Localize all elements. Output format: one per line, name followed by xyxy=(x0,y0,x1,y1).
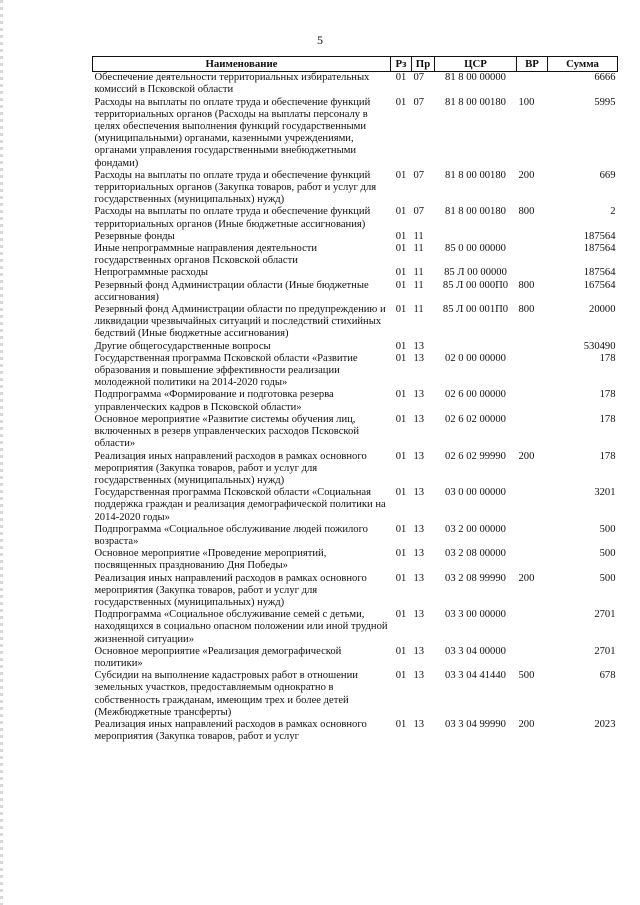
cell-csr xyxy=(435,231,517,243)
cell-vr: 800 xyxy=(518,304,535,316)
cell-csr: 03 2 08 99990 xyxy=(445,572,506,584)
cell-rz: 01 xyxy=(395,389,407,401)
cell-vr: 200 xyxy=(518,169,535,181)
cell-rz: 01 xyxy=(395,572,407,584)
cell-rz: 01 xyxy=(395,413,407,425)
cell-pr: 13 xyxy=(413,609,425,621)
cell-pr: 13 xyxy=(413,548,425,560)
cell-pr: 13 xyxy=(413,523,425,535)
cell-sum: 5995 xyxy=(594,96,616,108)
header-sum: Сумма xyxy=(548,57,618,72)
cell-sum: 500 xyxy=(599,523,616,535)
cell-rz: 01 xyxy=(395,718,407,730)
cell-vr xyxy=(517,524,548,548)
cell-csr: 03 3 00 00000 xyxy=(445,609,506,621)
cell-csr: 81 8 00 00180 xyxy=(445,96,506,108)
cell-rz: 01 xyxy=(395,548,407,560)
cell-csr: 85 Л 00 000П0 xyxy=(442,279,509,291)
cell-pr: 13 xyxy=(413,352,425,364)
cell-rz: 01 xyxy=(395,609,407,621)
cell-sum: 167564 xyxy=(583,279,616,291)
cell-sum: 178 xyxy=(599,389,616,401)
cell-sum: 178 xyxy=(599,450,616,462)
cell-name: Иные непрограммные направления деятельности государственных органов Псковской области xyxy=(94,243,318,267)
cell-vr xyxy=(517,548,548,572)
cell-pr: 07 xyxy=(413,72,425,84)
cell-sum: 2701 xyxy=(594,645,616,657)
cell-pr: 11 xyxy=(413,243,424,255)
table-row xyxy=(93,719,618,743)
cell-vr: 800 xyxy=(518,206,535,218)
cell-csr: 03 2 00 00000 xyxy=(445,523,506,535)
cell-vr xyxy=(517,231,548,243)
table-row xyxy=(93,414,618,451)
table-row xyxy=(93,72,618,97)
cell-rz: 01 xyxy=(395,72,407,84)
table-row xyxy=(93,341,618,353)
cell-pr: 13 xyxy=(413,670,425,682)
cell-vr xyxy=(517,389,548,413)
cell-sum: 530490 xyxy=(583,340,616,352)
cell-name: Реализация иных направлений расходов в рамках основного мероприятия (Закупка товаров, работ и услуг для государственных (муниципальных) нужд) xyxy=(94,450,367,486)
table-row xyxy=(93,389,618,413)
cell-rz: 01 xyxy=(395,523,407,535)
cell-pr: 13 xyxy=(413,572,425,584)
cell-vr: 800 xyxy=(518,279,535,291)
cell-sum: 3201 xyxy=(594,487,616,499)
cell-sum: 187564 xyxy=(583,230,616,242)
cell-name: Непрограммные расходы xyxy=(94,267,208,279)
cell-vr xyxy=(517,243,548,267)
cell-name: Государственная программа Псковской области «Развитие образования и повышение эффективности реализации молодежной политики на 2014-2020 годы» xyxy=(94,352,358,389)
cell-name: Реализация иных направлений расходов в рамках основного мероприятия (Закупка товаров, работ и услуг xyxy=(94,718,367,743)
cell-csr: 85 Л 00 00000 xyxy=(444,267,507,279)
cell-pr: 13 xyxy=(413,413,425,425)
table-row xyxy=(93,609,618,646)
cell-rz: 01 xyxy=(395,645,407,657)
cell-vr xyxy=(517,341,548,353)
table-row xyxy=(93,304,618,341)
budget-table xyxy=(92,56,618,743)
cell-csr: 81 8 00 00000 xyxy=(445,72,506,84)
cell-csr: 02 6 02 00000 xyxy=(445,413,506,425)
cell-vr: 100 xyxy=(518,96,535,108)
header-csr: ЦСР xyxy=(435,57,517,72)
table-row xyxy=(93,646,618,670)
cell-csr: 81 8 00 00180 xyxy=(445,206,506,218)
cell-vr xyxy=(517,267,548,279)
cell-vr xyxy=(517,414,548,451)
table-row xyxy=(93,353,618,390)
cell-rz: 01 xyxy=(395,279,407,291)
cell-rz: 01 xyxy=(395,243,407,255)
cell-vr: 200 xyxy=(518,718,535,730)
table-row xyxy=(93,548,618,572)
cell-csr: 03 2 08 00000 xyxy=(445,548,506,560)
cell-csr: 02 6 02 99990 xyxy=(445,450,506,462)
cell-pr: 13 xyxy=(413,340,425,352)
cell-csr: 03 3 04 00000 xyxy=(445,645,506,657)
table-row xyxy=(93,451,618,488)
table-row xyxy=(93,97,618,170)
cell-name: Расходы на выплаты по оплате труда и обеспечение функций территориальных органов (Иные бюджетные ассигнования) xyxy=(94,206,371,230)
table-row xyxy=(93,231,618,243)
cell-rz: 01 xyxy=(395,450,407,462)
cell-vr xyxy=(517,487,548,524)
cell-name: Субсидии на выполнение кадастровых работ в отношении земельных участков, предоставляемым однократно в собственность гражданам, имеющим трех и более детей (Межбюджетные трансферты) xyxy=(94,670,358,718)
cell-name: Расходы на выплаты по оплате труда и обеспечение функций территориальных органов (Закупка товаров, работ и услуг для государственных (муниципальных) нужд) xyxy=(94,169,377,206)
cell-vr xyxy=(517,646,548,670)
cell-rz: 01 xyxy=(395,96,407,108)
header-pr: Пр xyxy=(412,57,435,72)
cell-name: Резервный фонд Администрации области по предупреждению и ликвидации чрезвычайных ситуаций и последствий стихийных бедствий (Иные бюджетные ассигнования) xyxy=(94,304,386,340)
cell-vr xyxy=(517,353,548,390)
table-row xyxy=(93,206,618,230)
cell-csr: 85 Л 00 001П0 xyxy=(442,304,509,316)
page-number: 5 xyxy=(317,33,323,47)
cell-rz: 01 xyxy=(395,670,407,682)
cell-csr: 85 0 00 00000 xyxy=(445,243,506,255)
cell-name: Резервные фонды xyxy=(94,230,175,242)
table-header-row xyxy=(93,57,618,72)
cell-csr: 02 0 00 00000 xyxy=(445,352,506,364)
cell-name: Подпрограмма «Формирование и подготовка резерва управленческих кадров в Псковской области» xyxy=(94,389,334,413)
cell-sum: 500 xyxy=(599,548,616,560)
cell-rz: 01 xyxy=(395,206,407,218)
cell-vr: 500 xyxy=(518,670,535,682)
cell-name: Расходы на выплаты по оплате труда и обеспечение функций территориальных органов (Расходы на выплаты персоналу в целях обеспечения выполнения функций государственными (муниципальными) органами, казенными учреждениями, органами управления государственными внебюджетными фондами) xyxy=(94,96,371,169)
cell-pr: 11 xyxy=(413,279,424,291)
cell-sum: 500 xyxy=(599,572,616,584)
table-row xyxy=(93,170,618,207)
cell-csr: 03 0 00 00000 xyxy=(445,487,506,499)
cell-sum: 2701 xyxy=(594,609,616,621)
cell-sum: 187564 xyxy=(583,243,616,255)
header-vr: ВР xyxy=(517,57,548,72)
cell-pr: 13 xyxy=(413,389,425,401)
cell-sum: 187564 xyxy=(583,267,616,279)
cell-sum: 20000 xyxy=(589,304,616,316)
cell-sum: 178 xyxy=(599,413,616,425)
cell-vr xyxy=(517,609,548,646)
cell-pr: 07 xyxy=(413,206,425,218)
cell-csr: 81 8 00 00180 xyxy=(445,169,506,181)
table-row xyxy=(93,670,618,719)
cell-pr: 13 xyxy=(413,718,425,730)
cell-pr: 13 xyxy=(413,487,425,499)
cell-rz: 01 xyxy=(395,169,407,181)
cell-name: Другие общегосударственные вопросы xyxy=(94,340,271,352)
cell-name: Подпрограмма «Социальное обслуживание людей пожилого возраста» xyxy=(94,523,368,547)
header-name: Наименование xyxy=(93,57,391,72)
cell-pr: 11 xyxy=(413,267,424,279)
table-row xyxy=(93,487,618,524)
cell-pr: 11 xyxy=(413,230,424,242)
cell-rz: 01 xyxy=(395,230,407,242)
table-row xyxy=(93,524,618,548)
cell-pr: 07 xyxy=(413,169,425,181)
cell-sum: 678 xyxy=(599,670,616,682)
cell-name: Государственная программа Псковской области «Социальная поддержка граждан и реализация демографической политики на 2014-2020 годы» xyxy=(94,487,386,523)
cell-rz: 01 xyxy=(395,304,407,316)
cell-name: Обеспечение деятельности территориальных избирательных комиссий в Псковской области xyxy=(94,72,370,96)
cell-name: Основное мероприятие «Развитие системы обучения лиц, включенных в резерв управленческих расходов Псковской области» xyxy=(94,413,359,450)
table-row xyxy=(93,267,618,279)
table-row xyxy=(93,573,618,610)
header-rz: Рз xyxy=(391,57,412,72)
cell-pr: 13 xyxy=(413,450,425,462)
cell-csr: 02 6 00 00000 xyxy=(445,389,506,401)
cell-name: Резервный фонд Администрации области (Иные бюджетные ассигнования) xyxy=(94,279,369,303)
cell-rz: 01 xyxy=(395,352,407,364)
scan-edge-artifact xyxy=(0,0,3,905)
cell-rz: 01 xyxy=(395,267,407,279)
cell-pr: 11 xyxy=(413,304,424,316)
cell-pr: 13 xyxy=(413,645,425,657)
cell-rz: 01 xyxy=(395,487,407,499)
cell-pr: 07 xyxy=(413,96,425,108)
table-row xyxy=(93,243,618,267)
cell-sum: 2023 xyxy=(594,718,616,730)
cell-name: Реализация иных направлений расходов в рамках основного мероприятия (Закупка товаров, работ и услуг для государственных (муниципальных) нужд) xyxy=(94,572,367,608)
cell-name: Основное мероприятие «Проведение мероприятий, посвященных празднованию Дня Победы» xyxy=(94,548,327,572)
cell-sum: 669 xyxy=(599,169,616,181)
cell-name: Основное мероприятие «Реализация демографической политики» xyxy=(94,645,342,669)
cell-name: Подпрограмма «Социальное обслуживание семей с детьми, находящихся в социально опасном положении или иной трудной жизненной ситуации» xyxy=(94,609,388,645)
cell-csr: 03 3 04 99990 xyxy=(445,718,506,730)
cell-sum: 2 xyxy=(610,206,616,218)
cell-csr xyxy=(435,341,517,353)
cell-rz: 01 xyxy=(395,340,407,352)
cell-vr xyxy=(517,72,548,97)
table-body xyxy=(93,72,618,744)
cell-vr: 200 xyxy=(518,450,535,462)
cell-sum: 178 xyxy=(599,352,616,364)
cell-vr: 200 xyxy=(518,572,535,584)
table-row xyxy=(93,280,618,304)
cell-sum: 6666 xyxy=(594,72,616,84)
cell-csr: 03 3 04 41440 xyxy=(445,670,506,682)
